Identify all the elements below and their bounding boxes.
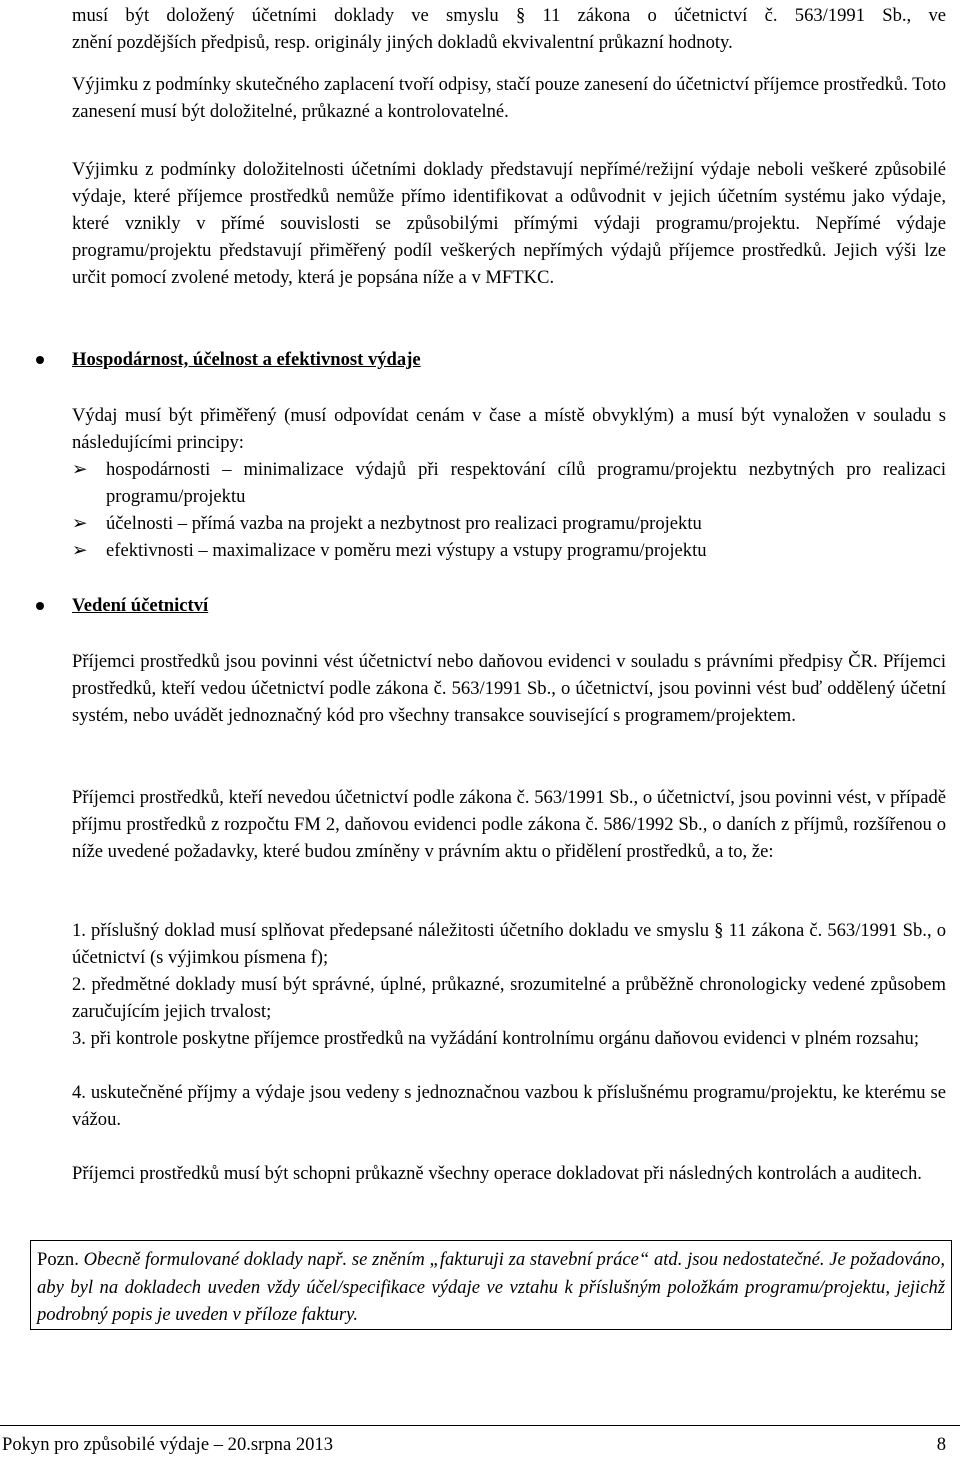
numbered-list-item: 1. příslušný doklad musí splňovat předepsané náležitosti účetního dokladu ve smyslu § 11 zákona č. 563/1991 Sb., o účetnictví (s výjimkou písmena f); — [72, 920, 946, 968]
paragraph-3: Výjimku z podmínky doložitelnosti účetními doklady představují nepřímé/režijní výdaje neboli veškeré způsobilé výdaje, které příjemce prostředků nemůže přímo identifikovat a odůvodnit v jejich účetním systému jako výdaje, které vznikly v přímé souvislosti se způsobilými přímými výdaji programu/projektu. Nepřímé výdaje programu/projektu představují přiměřený podíl veškerých nepřímých výdajů příjemce prostředků. Jejich výši lze určit pomocí zvolené metody, která je popsána níže a v MFTKC. — [72, 159, 946, 288]
note-box — [30, 1240, 952, 1330]
arrow-bullet-icon: ➢ — [72, 540, 88, 561]
section-heading-accounting: Vedení účetnictví — [72, 595, 209, 616]
paragraph-1-line-2: znění pozdějších předpisů, resp. originály jiných dokladů ekvivalentní průkazní hodnoty. — [72, 32, 733, 53]
list-item: ➢ efektivnosti – maximalizace v poměru mezi výstupy a vstupy programu/projektu — [72, 537, 946, 564]
section-1-intro: Výdaj musí být přiměřený (musí odpovídat cenám v čase a místě obvyklým) a musí být vynaložen v souladu s následujícími principy: — [72, 405, 946, 453]
paragraph-2: Výjimku z podmínky skutečného zaplacení tvoří odpisy, stačí pouze zanesení do účetnictví příjemce prostředků. Toto zanesení musí být doložitelné, průkazné a kontrolovatelné. — [72, 74, 946, 122]
section-heading-efficiency: Hospodárnost, účelnost a efektivnost výdaje — [72, 349, 421, 370]
note-body: Obecně formulované doklady např. se zněním „fakturuji za stavební práce“ atd. jsou nedostatečné. Je požadováno, aby byl na dokladech uveden vždy účel/specifikace výdaje ve vztahu k příslušným položkám programu/projektu, jejichž podrobný popis je uveden v příloze faktury. — [37, 1249, 945, 1325]
section-2-paragraph-2: Příjemci prostředků, kteří nevedou účetnictví podle zákona č. 563/1991 Sb., o účetnictví, jsou povinni vést, v případě příjmu prostředků z rozpočtu FM 2, daňovou evidenci podle zákona č. 586/1992 Sb., o daních z příjmů, rozšířenou o níže uvedené požadavky, které budou zmíněny v právním aktu o přidělení prostředků, a to, že: — [72, 787, 946, 862]
section-2-paragraph-1: Příjemci prostředků jsou povinni vést účetnictví nebo daňovou evidenci v souladu s právními předpisy ČR. Příjemci prostředků, kteří vedou účetnictví podle zákona č. 563/1991 Sb., o účetnictví, jsou povinni vést buď oddělený účetní systém, nebo uvádět jednoznačný kód pro všechny transakce související s programem/projektem. — [72, 651, 946, 726]
bullet-dot — [36, 602, 44, 610]
arrow-bullet-icon: ➢ — [72, 459, 88, 480]
list-item: ➢ účelnosti – přímá vazba na projekt a nezbytnost pro realizaci programu/projektu — [72, 510, 946, 537]
numbered-list-item: 3. při kontrole poskytne příjemce prostředků na vyžádání kontrolnímu orgánu daňovou evidenci v plném rozsahu; — [72, 1028, 920, 1049]
note-text — [37, 1246, 945, 1329]
list-item: ➢ hospodárnosti – minimalizace výdajů při respektování cílů programu/projektu nezbytných pro realizaci programu/projektu — [72, 456, 946, 510]
numbered-list-item: 4. uskutečněné příjmy a výdaje jsou vedeny s jednoznačnou vazbou k příslušnému programu/projektu, ke kterému se vážou. — [72, 1082, 946, 1130]
footer-title: Pokyn pro způsobilé výdaje – 20.srpna 2013 — [2, 1434, 334, 1455]
bullet-dot — [36, 356, 44, 364]
paragraph-1-line-1: musí být doložený účetními doklady ve smyslu § 11 zákona o účetnictví č. 563/1991 Sb., ve — [72, 5, 946, 26]
numbered-list-item: 2. předmětné doklady musí být správné, úplné, průkazné, srozumitelné a průběžně chronologicky vedené způsobem zaručujícím jejich trvalost; — [72, 974, 946, 1022]
page-footer — [0, 1425, 960, 1458]
arrow-bullet-icon: ➢ — [72, 513, 88, 534]
page-number: 8 — [936, 1434, 946, 1455]
section-2-paragraph-3: Příjemci prostředků musí být schopni průkazně všechny operace dokladovat při následných kontrolách a auditech. — [72, 1163, 922, 1184]
note-label: Pozn. — [37, 1249, 79, 1270]
